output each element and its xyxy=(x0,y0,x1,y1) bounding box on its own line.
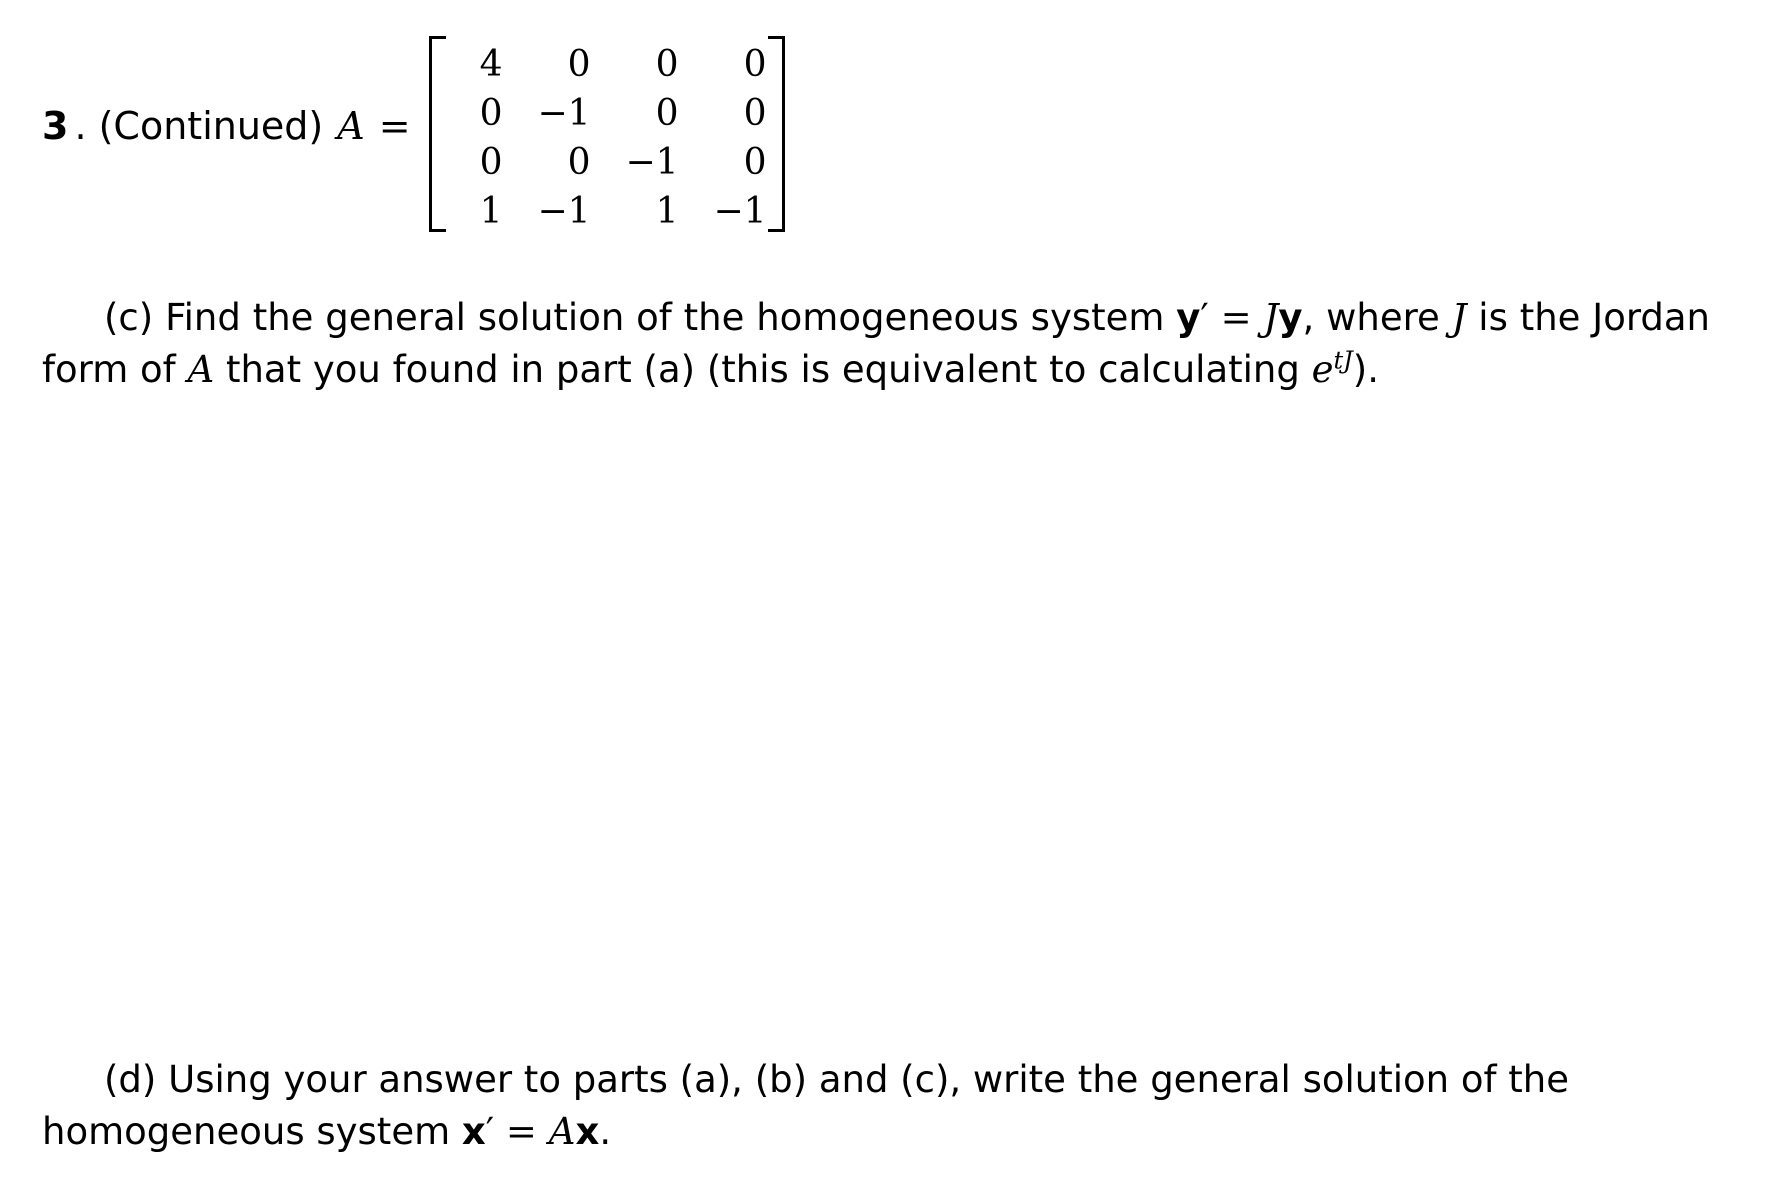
prime-mark: ′ xyxy=(1200,296,1209,339)
problem-header xyxy=(42,18,785,234)
matrix-cell: 1 xyxy=(479,191,503,232)
matrix-cell: 0 xyxy=(567,142,591,183)
matrix-grid xyxy=(443,40,771,236)
exponential-base: e xyxy=(1311,348,1334,391)
matrix-cell: 1 xyxy=(655,191,679,232)
part-d-text-1: (d) Using your answer to parts (a), (b) and (c), write the general solution of the homogeneous system xyxy=(42,1058,1570,1153)
equals-sign: = xyxy=(378,104,411,148)
matrix-cell: 0 xyxy=(743,93,767,134)
matrix-cell: 0 xyxy=(655,44,679,85)
equals-sign: = xyxy=(1208,296,1264,339)
matrix-cell: 0 xyxy=(479,142,503,183)
matrix-cell: −1 xyxy=(537,93,591,134)
exponent: tJ xyxy=(1333,346,1353,375)
part-c-text-5: ). xyxy=(1352,348,1379,391)
matrix-symbol: A xyxy=(548,1110,576,1153)
matrix-cell: 4 xyxy=(479,44,503,85)
y-vector: y xyxy=(1278,296,1303,339)
part-d-question xyxy=(42,1054,1710,1158)
part-c-text-3: is the Jordan form of xyxy=(42,296,1711,391)
matrix-cell: 0 xyxy=(743,44,767,85)
part-d-text-2: . xyxy=(599,1110,612,1153)
jordan-symbol: J xyxy=(1263,296,1279,339)
part-c-text-4: that you found in part (a) (this is equivalent to calculating xyxy=(214,348,1312,391)
problem-number: 3 xyxy=(42,104,69,148)
matrix-cell: 0 xyxy=(655,93,679,134)
matrix-symbol: A xyxy=(187,348,215,391)
part-c-text-1: (c) Find the general solution of the homogeneous system xyxy=(104,296,1177,339)
part-c-text-2: , where xyxy=(1302,296,1452,339)
matrix-cell: 0 xyxy=(567,44,591,85)
matrix-cell: 0 xyxy=(479,93,503,134)
part-c-question xyxy=(42,292,1710,396)
y-vector: y xyxy=(1176,296,1201,339)
matrix-cell: 0 xyxy=(743,142,767,183)
x-vector: x xyxy=(461,1110,486,1153)
matrix xyxy=(429,26,785,232)
matrix-cell: −1 xyxy=(713,191,767,232)
equals-sign: = xyxy=(494,1110,549,1153)
matrix-cell: −1 xyxy=(625,142,679,183)
jordan-symbol: J xyxy=(1451,296,1467,339)
matrix-right-bracket xyxy=(768,36,785,232)
matrix-symbol: A xyxy=(337,104,365,148)
problem-label: . (Continued) xyxy=(74,104,324,148)
prime-mark: ′ xyxy=(485,1110,495,1153)
matrix-cell: −1 xyxy=(537,191,591,232)
x-vector: x xyxy=(575,1110,600,1153)
